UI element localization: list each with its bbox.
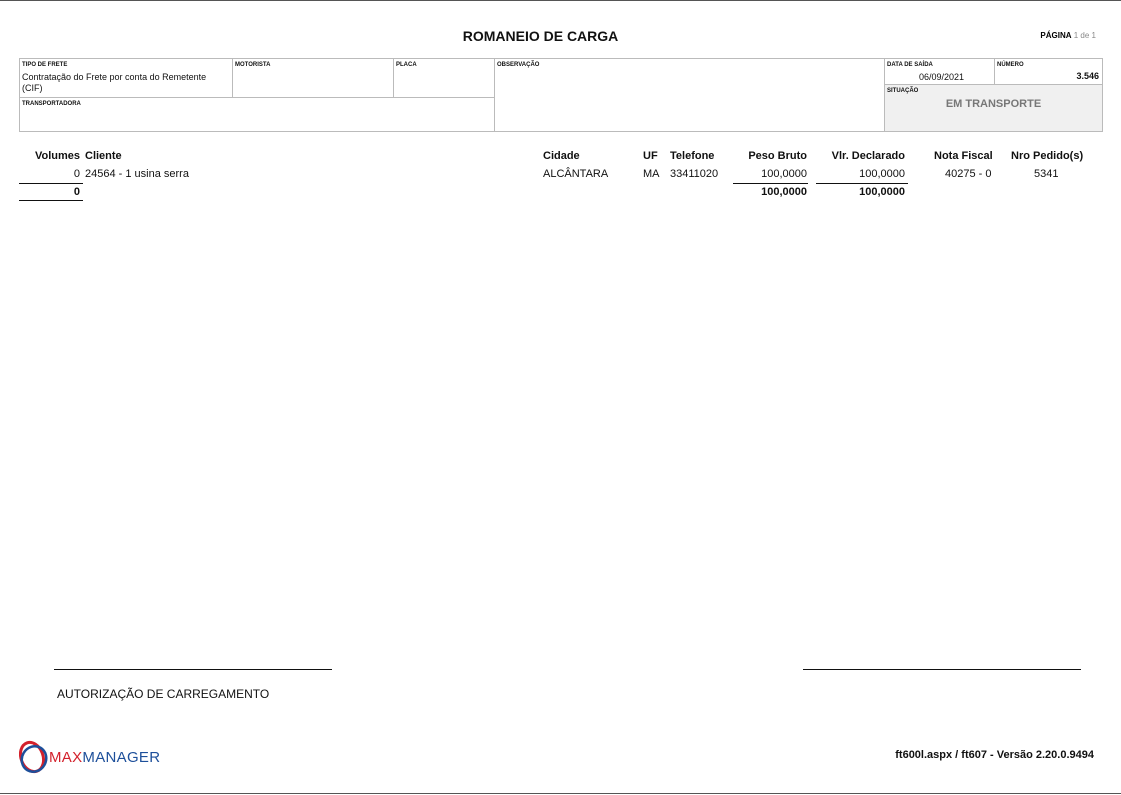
maxmanager-logo-icon xyxy=(19,737,53,777)
col-header-cidade: Cidade xyxy=(543,150,580,162)
col-header-telefone: Telefone xyxy=(670,150,715,162)
placa-box xyxy=(393,58,495,98)
signature-line-left xyxy=(54,669,332,670)
cell-peso-bruto: 100,0000 xyxy=(761,168,807,180)
observacao-label: OBSERVAÇÃO xyxy=(497,62,540,68)
col-header-cliente: Cliente xyxy=(85,150,122,162)
situacao-value: EM TRANSPORTE xyxy=(945,98,1042,110)
report-title: ROMANEIO DE CARGA xyxy=(462,28,619,44)
total-vlr-declarado: 100,0000 xyxy=(859,186,905,198)
col-header-vlr-declarado: Vlr. Declarado xyxy=(831,150,905,162)
col-header-nro-pedido: Nro Pedido(s) xyxy=(1011,150,1084,162)
cell-telefone: 33411020 xyxy=(670,168,719,180)
col-header-nota-fiscal: Nota Fiscal xyxy=(934,150,993,162)
motorista-box xyxy=(232,58,394,98)
signature-line-right xyxy=(803,669,1081,670)
cell-cliente: 24564 - 1 usina serra xyxy=(85,168,189,180)
page-bottom-border xyxy=(0,793,1121,794)
logo-max: MAX xyxy=(49,749,83,766)
motorista-label: MOTORISTA xyxy=(235,62,271,68)
cell-vlr-declarado: 100,0000 xyxy=(859,168,905,180)
page-label: PÁGINA xyxy=(1040,31,1072,40)
cell-volumes: 0 xyxy=(73,168,80,180)
col-header-peso-bruto: Peso Bruto xyxy=(748,150,807,162)
logo-wordmark xyxy=(49,749,160,766)
situacao-box xyxy=(884,84,1103,132)
volumes-underline xyxy=(19,200,83,201)
tipo-frete-value: Contratação do Frete por conta do Remetente (CIF) xyxy=(22,72,207,93)
numero-box xyxy=(994,58,1103,85)
transportadora-label: TRANSPORTADORA xyxy=(22,101,81,107)
data-saida-box xyxy=(884,58,995,85)
data-saida-value: 06/09/2021 xyxy=(918,72,964,82)
cell-cidade: ALCÂNTARA xyxy=(543,168,609,180)
col-header-volumes: Volumes xyxy=(35,150,81,162)
situacao-label: SITUAÇÃO xyxy=(887,88,919,94)
peso-total-rule xyxy=(733,183,808,184)
page-indicator xyxy=(1040,31,1096,40)
logo-manager: MANAGER xyxy=(82,749,161,766)
cell-nota-fiscal: 40275 - 0 xyxy=(945,168,992,180)
tipo-frete-label: TIPO DE FRETE xyxy=(22,62,68,68)
numero-value: 3.546 xyxy=(1076,71,1099,81)
data-saida-label: DATA DE SAÍDA xyxy=(887,62,933,68)
total-volumes: 0 xyxy=(73,186,80,198)
placa-label: PLACA xyxy=(396,62,417,68)
numero-label: NÚMERO xyxy=(997,62,1024,68)
col-header-uf: UF xyxy=(643,150,658,162)
authorization-label: AUTORIZAÇÃO DE CARREGAMENTO xyxy=(57,687,270,701)
tipo-frete-box xyxy=(19,58,233,98)
volumes-total-rule xyxy=(19,183,83,184)
cell-uf: MA xyxy=(643,168,660,180)
vlr-total-rule xyxy=(816,183,908,184)
cell-nro-pedido: 5341 xyxy=(1034,168,1059,180)
transportadora-box xyxy=(19,97,495,132)
observacao-box xyxy=(494,58,885,132)
version-info: ft600l.aspx / ft607 - Versão 2.20.0.9494 xyxy=(895,749,1094,761)
page-value: 1 de 1 xyxy=(1073,31,1096,40)
total-peso-bruto: 100,0000 xyxy=(761,186,807,198)
maxmanager-logo xyxy=(19,737,189,777)
page-top-border xyxy=(0,0,1121,1)
